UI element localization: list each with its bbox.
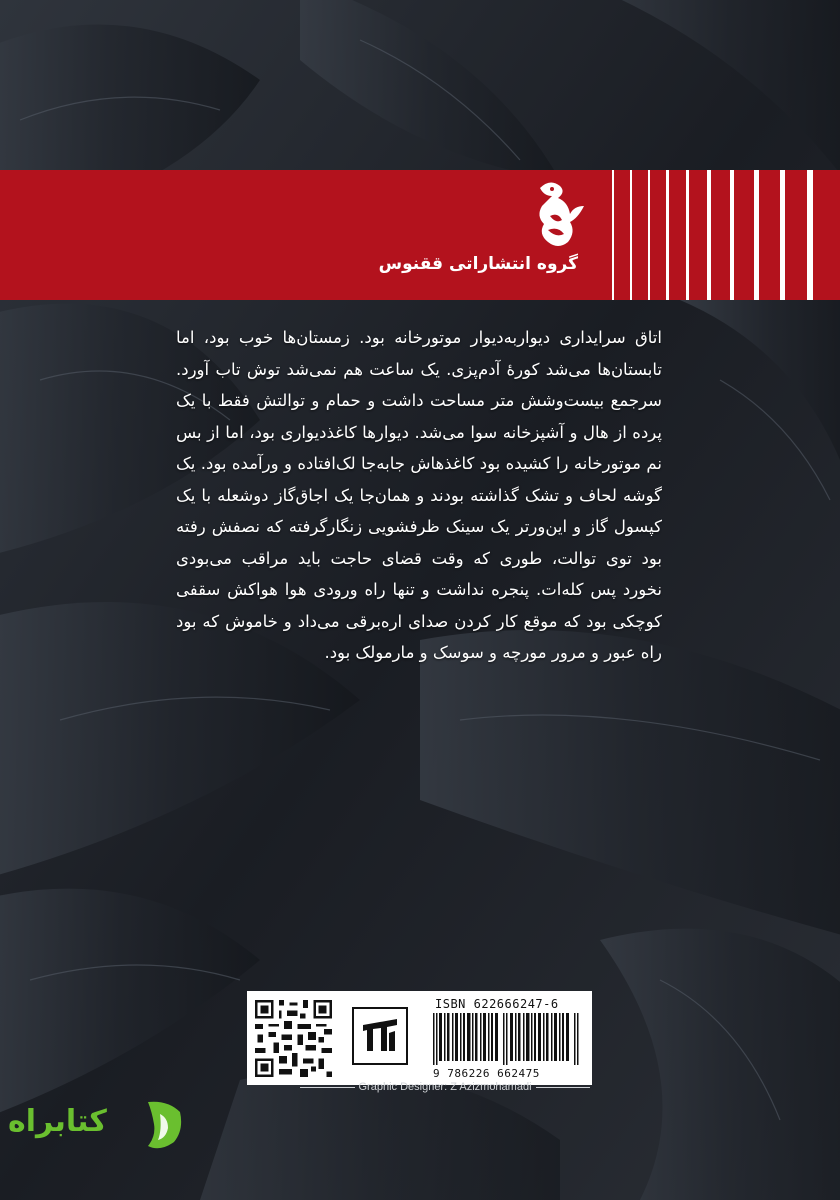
barcode-panel (247, 991, 592, 1085)
blurb-paragraph: اتاق سرایداری دیواربه‌دیوار موتورخانه بود. زمستان‌ها خوب بود، اما تابستان‌ها می‌شد کورهٔ آدم‌پزی. یک ساعت هم نمی‌شد توش تاب آورد. سرجمع بیست‌وشش متر مساحت داشت و حمام و توالتش فقط با یک پرده از هال و آشپزخانه سوا می‌شد. دیوارها کاغذدیواری بود، اما از بس نم موتورخانه را کشیده بود کاغذهاش جابه‌جا لک‌افتاده و ورآمده بود. یک گوشه لحاف و تشک گذاشته بودند و همان‌جا یک اجاق‌گاز دوشعله با یک کپسول گاز و این‌ورتر یک سینک ظرفشویی زنگارگرفته که نصفش رفته بود توی توالت، طوری که وقت قضای حاجت باید مراقب می‌بودی نخورد پس کله‌ات. پنجره نداشت و تنها راه ورودی هوا هواکش سقفی کوچکی بود که موقع کار کردن صدای اره‌برقی می‌داد و خاموش که بود راه عبور و مرور مورچه و سوسک و مارمولک بود. (176, 328, 662, 662)
ean-barcode (433, 1013, 581, 1065)
imprint-logo-icon (352, 1007, 408, 1065)
store-name: کتابراه (8, 1104, 107, 1139)
publisher-name: گروه انتشاراتی ققنوس (378, 254, 578, 274)
isbn-digits: 9 786226 662475 (433, 1067, 540, 1080)
credit-rule-left (300, 1087, 355, 1088)
phoenix-bird-icon (528, 176, 590, 256)
publisher-band (0, 170, 840, 300)
isbn-label: ISBN 622666247-6 (435, 997, 559, 1011)
designer-credit-line (300, 1081, 590, 1093)
designer-credit: Graphic Designer: Z Azizmohamadi (358, 1081, 532, 1093)
back-cover-blurb (176, 322, 662, 669)
credit-rule-right (536, 1087, 591, 1088)
qr-code-icon (255, 1000, 332, 1077)
